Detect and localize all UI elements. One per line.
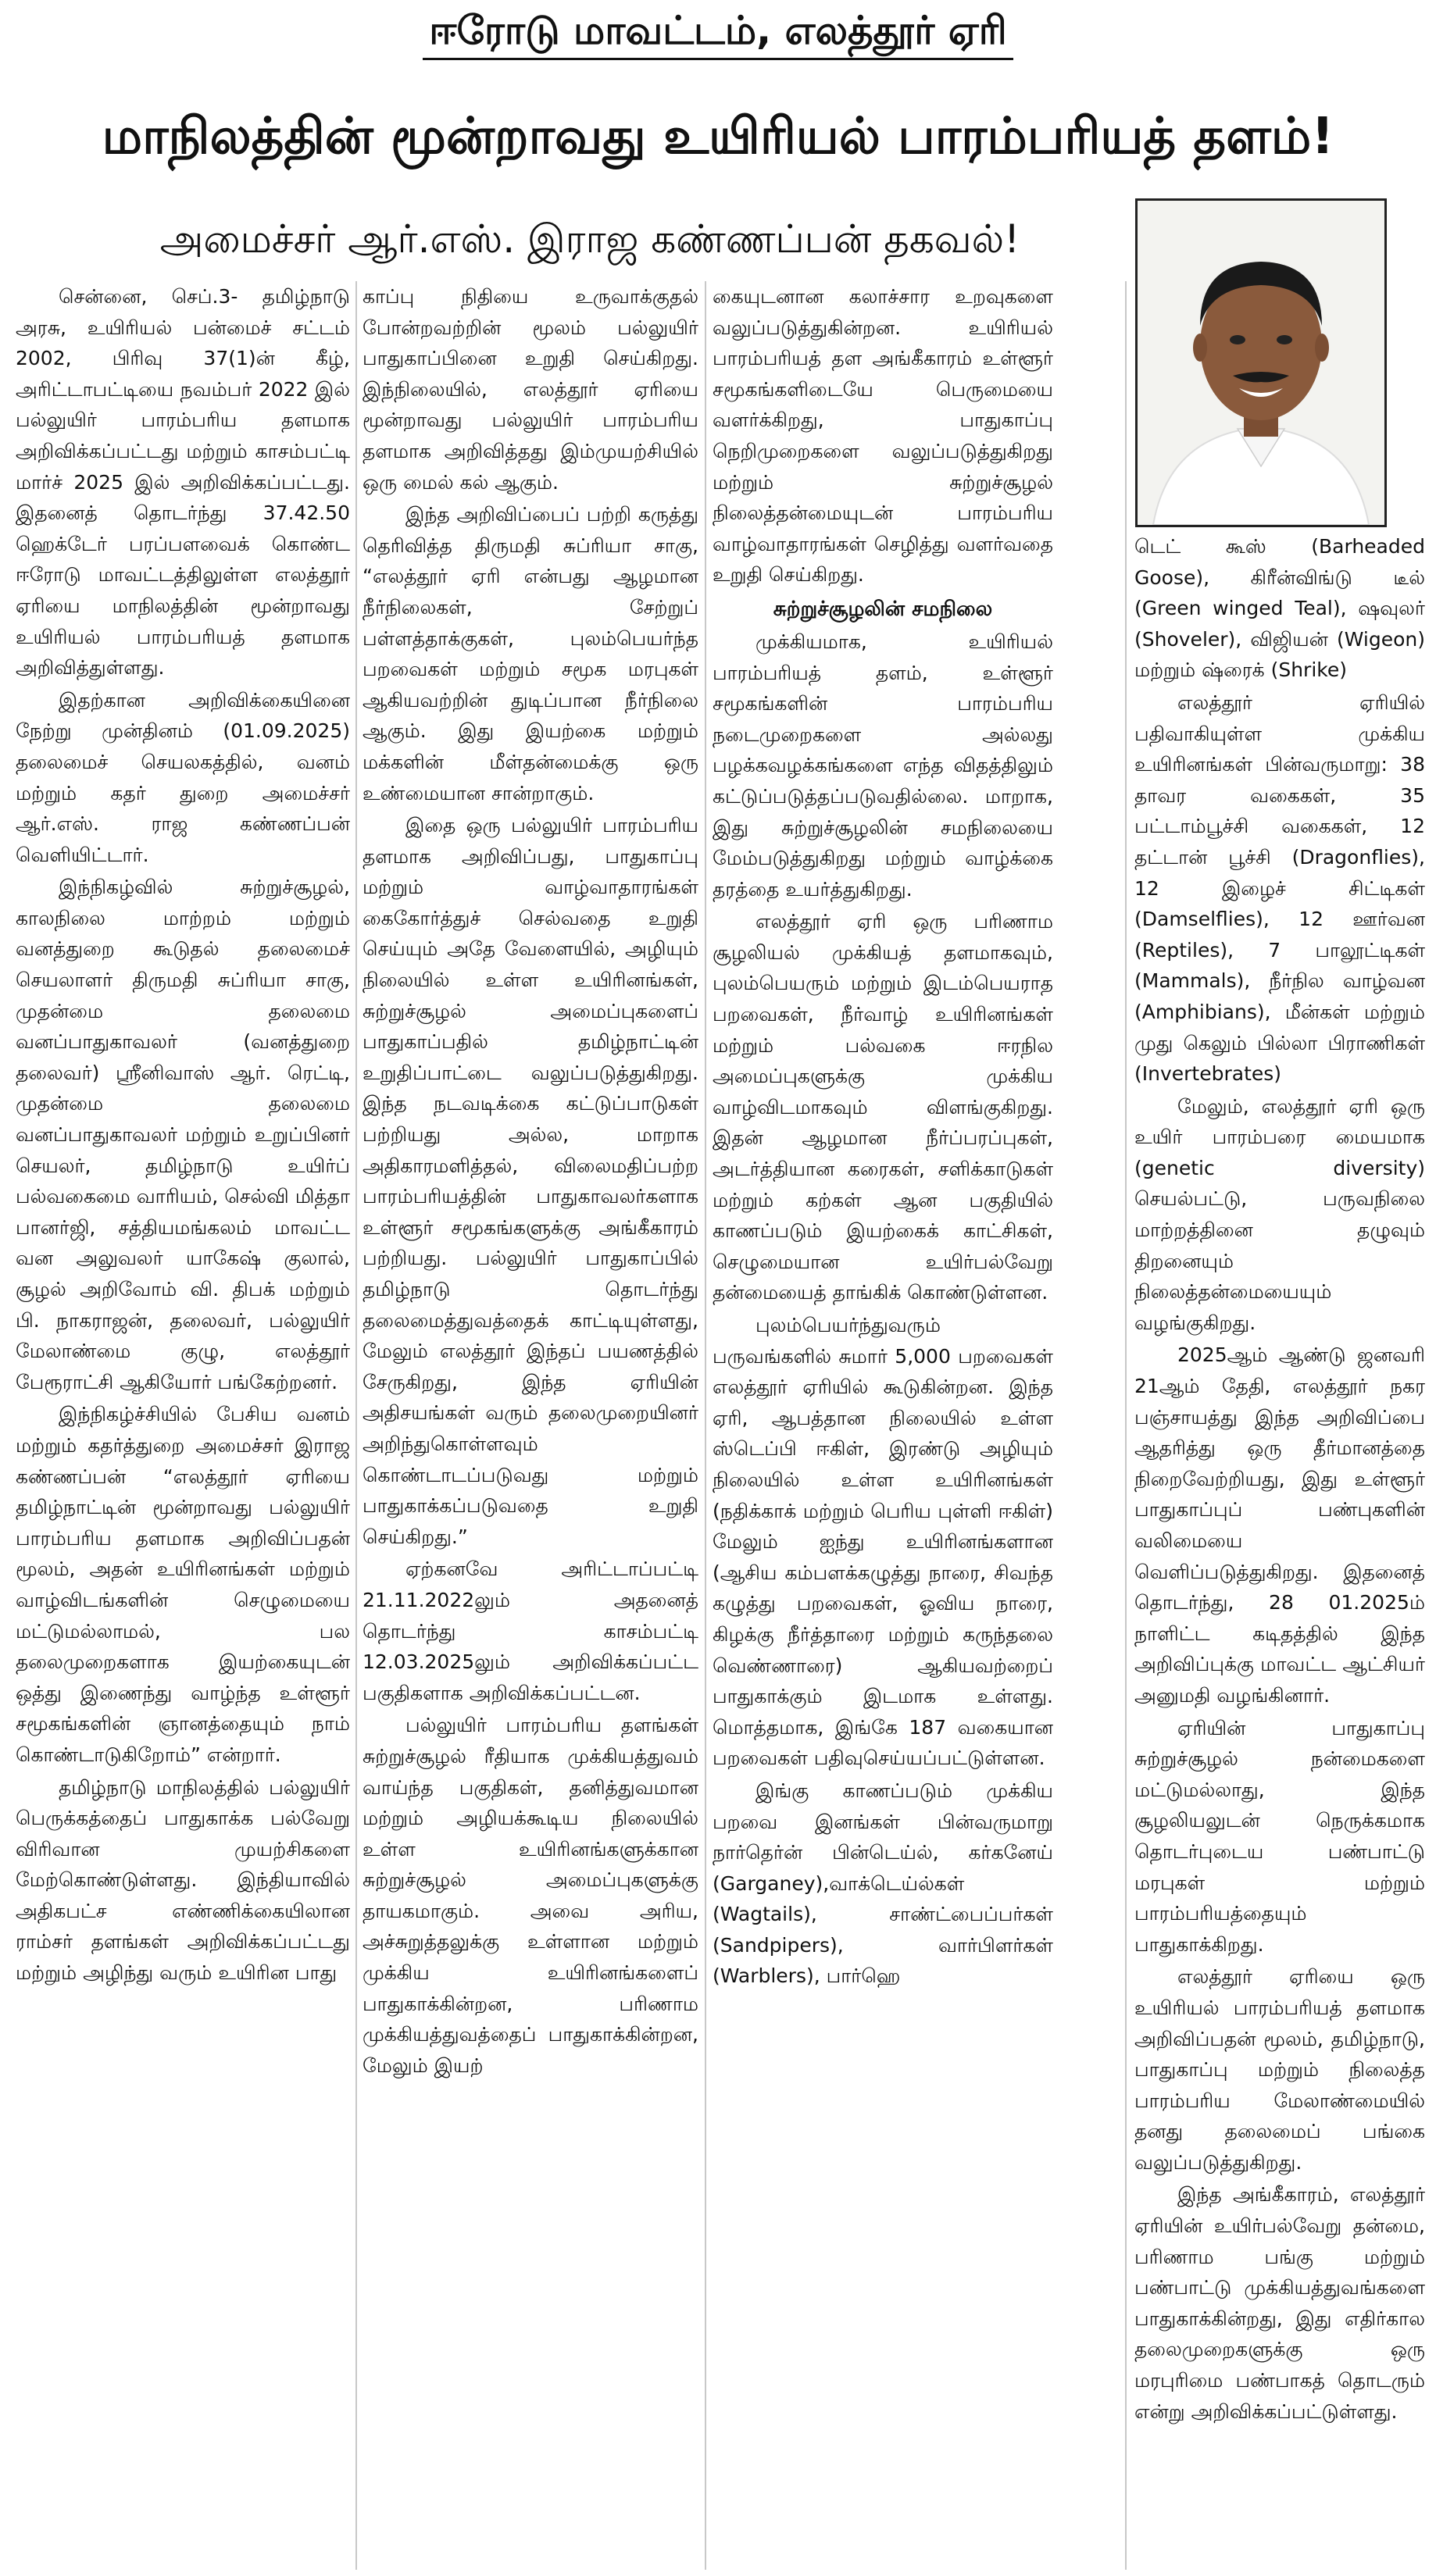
- minister-photo: [1135, 198, 1387, 527]
- column-divider: [355, 281, 357, 2570]
- kicker-text: ஈரோடு மாவட்டம், எலத்தூர் ஏரி: [423, 3, 1013, 60]
- headline: மாநிலத்தின் மூன்றாவது உயிரியல் பாரம்பரியத் தளம்!: [102, 108, 1334, 166]
- paragraph: இந்த அங்கீகாரம், எலத்தூர் ஏரியின் உயிர்பல்வேறு தன்மை, பரிணாம பங்கு மற்றும் பண்பாட்டு முக்கியத்துவங்களை பாதுகாக்கின்றது, இது எதிர்கால தலைமுறைகளுக்கு ஒரு மரபுரிமை பண்பாகத் தொடரும் என்று அறிவிக்கப்பட்டுள்ளது.: [1134, 2183, 1425, 2423]
- article-column-3: [713, 281, 1053, 2571]
- paragraph: இதற்கான அறிவிக்கையினை நேற்று முன்தினம் (01.09.2025) தலைமைச் செயலகத்தில், வனம் மற்றும் கதர் துறை அமைச்சர் ஆர்.எஸ். ராஜ கண்ணப்பன் வெளியிட்டார்.: [16, 688, 350, 866]
- kicker: [0, 3, 1436, 61]
- article-column-2: [363, 281, 698, 2571]
- subheadline: அமைச்சர் ஆர்.எஸ். இராஜ கண்ணப்பன் தகவல்!: [159, 216, 1020, 262]
- column-divider: [1125, 281, 1127, 2570]
- paragraph: டெட் கூஸ் (Barheaded Goose), கிரீன்விங்டு டீல் (Green winged Teal), ஷவுலர் (Shoveler), விஜியன் (Wigeon) மற்றும் ஷ்ரைக் (Shrike): [1134, 535, 1425, 682]
- paragraph: சென்னை, செப்.3- தமிழ்நாடு அரசு, உயிரியல் பன்மைச் சட்டம் 2002, பிரிவு 37(1)ன் கீழ், அரிட்டாபட்டியை நவம்பர் 2022 இல் பல்லுயிர் பாரம்பரிய தளமாக அறிவிக்கப்பட்டது மற்றும் காசம்பட்டி மார்ச் 2025 இல் அறிவிக்கப்பட்டது. இதனைத் தொடர்ந்து 37.42.50 ஹெக்டேர் பரப்பளவைக் கொண்ட ஈரோடு மாவட்டத்திலுள்ள எலத்தூர் ஏரியை மாநிலத்தின் மூன்றாவது உயிரியல் பாரம்பரியத் தளமாக அறிவித்துள்ளது.: [16, 285, 350, 680]
- article-column-1: [16, 281, 350, 2571]
- portrait-illustration: [1138, 201, 1384, 525]
- paragraph: எலத்தூர் ஏரி ஒரு பரிணாம சூழலியல் முக்கியத் தளமாகவும், புலம்பெயரும் மற்றும் இடம்பெயராத பறவைகள், நீர்வாழ் உயிரினங்கள் மற்றும் பல்வகை ஈரநில அமைப்புகளுக்கு முக்கிய வாழ்விடமாகவும் விளங்குகிறது. இதன் ஆழமான நீர்ப்பரப்புகள், அடர்த்தியான கரைகள், சளிக்காடுகள் மற்றும் கற்கள் ஆன பகுதியில் காணப்படும் இயற்கைக் காட்சிகள், செழுமையான உயிர்பல்வேறு தன்மையைத் தாங்கிக் கொண்டுள்ளன.: [713, 910, 1053, 1304]
- paragraph: புலம்பெயர்ந்துவரும் பருவங்களில் சுமார் 5,000 பறவைகள் எலத்தூர் ஏரியில் கூடுகின்றன. இந்த ஏரி, ஆபத்தான நிலையில் உள்ள ஸ்டெப்பி ஈகிள், இரண்டு அழியும் நிலையில் உள்ள உயிரினங்கள் (நதிக்காக் மற்றும் பெரிய புள்ளி ஈகிள்) மேலும் ஐந்து உயிரினங்களான (ஆசிய கம்பளக்கழுத்து நாரை, சிவந்த கழுத்து பறவைகள், ஓவிய நாரை, கிழக்கு நீர்த்தாரை மற்றும் கருந்தலை வெண்ணாரை) ஆகியவற்றைப் பாதுகாக்கும் இடமாக உள்ளது. மொத்தமாக, இங்கே 187 வகையான பறவைகள் பதிவுசெய்யப்பட்டுள்ளன.: [713, 1314, 1053, 1770]
- paragraph: மேலும், எலத்தூர் ஏரி ஒரு உயிர் பாரம்பரை மையமாக (genetic diversity) செயல்பட்டு, பருவநிலை மாற்றத்தினை தழுவும் திறனையும் நிலைத்தன்மையையும் வழங்குகிறது.: [1134, 1094, 1425, 1334]
- paragraph: பல்லுயிர் பாரம்பரிய தளங்கள் சுற்றுச்சூழல் ரீதியாக முக்கியத்துவம் வாய்ந்த பகுதிகள், தனித்துவமான மற்றும் அழியக்கூடிய நிலையில் உள்ள உயிரினங்களுக்கான சுற்றுச்சூழல் அமைப்புகளுக்கு தாயகமாகும். அவை அரிய, அச்சுறுத்தலுக்கு உள்ளான மற்றும் முக்கிய உயிரினங்களைப் பாதுகாக்கின்றன, பரிணாம முக்கியத்துவத்தைப் பாதுகாக்கின்றன, மேலும் இயற்: [363, 1714, 698, 2077]
- paragraph: இந்நிகழ்ச்சியில் பேசிய வனம் மற்றும் கதர்த்துறை அமைச்சர் இராஜ கண்ணப்பன் “எலத்தூர் ஏரியை தமிழ்நாட்டின் மூன்றாவது பல்லுயிர் பாரம்பரிய தளமாக அறிவிப்பதன் மூலம், அதன் உயிரினங்கள் மற்றும் வாழ்விடங்களின் செழுமையை மட்டுமல்லாமல், பல தலைமுறைகளாக இயற்கையுடன் ஒத்து இணைந்து வாழ்ந்த உள்ளூர் சமூகங்களின் ஞானத்தையும் நாம் கொண்டாடுகிறோம்” என்றார்.: [16, 1403, 350, 1766]
- column-divider: [705, 281, 706, 2570]
- paragraph: எலத்தூர் ஏரியில் பதிவாகியுள்ள முக்கிய உயிரினங்கள் பின்வருமாறு: 38 தாவர வகைகள், 35 பட்டாம்பூச்சி வகைகள், 12 தட்டான் பூச்சி (Dragonflies), 12 இழைச் சிட்டிகள் (Damselflies), 12 ஊர்வன (Reptiles), 7 பாலூட்டிகள் (Mammals), நீர்நில வாழ்வன (Amphibians), மீன்கள் மற்றும் முது கெலும் பில்லா பிராணிகள் (Invertebrates): [1134, 690, 1425, 1086]
- paragraph: காப்பு நிதியை உருவாக்குதல் போன்றவற்றின் மூலம் பல்லுயிர் பாதுகாப்பினை உறுதி செய்கிறது. இந்நிலையில், எலத்தூர் ஏரியை மூன்றாவது பல்லுயிர் பாரம்பரிய தளமாக அறிவித்தது இம்முயற்சியில் ஒரு மைல் கல் ஆகும்.: [363, 285, 698, 494]
- paragraph: முக்கியமாக, உயிரியல் பாரம்பரியத் தளம், உள்ளூர் சமூகங்களின் பாரம்பரிய நடைமுறைகளை அல்லது பழக்கவழக்கங்களை எந்த விதத்திலும் கட்டுப்படுத்தப்படுவதில்லை. மாறாக, இது சுற்றுச்சூழலின் சமநிலையை மேம்படுத்துகிறது மற்றும் வாழ்க்கை தரத்தை உயர்த்துகிறது.: [713, 630, 1053, 901]
- paragraph: ஏரியின் பாதுகாப்பு சுற்றுச்சூழல் நன்மைகளை மட்டுமல்லாது, இந்த சூழலியலுடன் நெருக்கமாக தொடர்புடைய பண்பாட்டு மரபுகள் மற்றும் பாரம்பரியத்தையும் பாதுகாக்கிறது.: [1134, 1716, 1425, 1956]
- section-heading: சுற்றுச்சூழலின் சமநிலை: [773, 597, 993, 621]
- paragraph: இங்கு காணப்படும் முக்கிய பறவை இனங்கள் பின்வருமாறு நார்தெர்ன் பின்டெய்ல், கர்கனேய் (Garganey),வாக்டெய்ல்கள் (Wagtails), சாண்ட்பைப்பர்கள் (Sandpipers), வார்பிளர்கள் (Warblers), பார்ஹெ: [713, 1779, 1053, 1988]
- paragraph: கையுடனான கலாச்சார உறவுகளை வலுப்படுத்துகின்றன. உயிரியல் பாரம்பரியத் தள அங்கீகாரம் உள்ளூர் சமூகங்களிடையே பெருமையை வளர்க்கிறது, பாதுகாப்பு நெறிமுறைகளை வலுப்படுத்துகிறது மற்றும் சுற்றுச்சூழல் நிலைத்தன்மையுடன் பாரம்பரிய வாழ்வாதாரங்கள் செழித்து வளர்வதை உறுதி செய்கிறது.: [713, 285, 1053, 587]
- paragraph: இந்நிகழ்வில் சுற்றுச்சூழல், காலநிலை மாற்றம் மற்றும் வனத்துறை கூடுதல் தலைமைச் செயலாளர் திருமதி சுப்ரியா சாகு, முதன்மை தலைமை வனப்பாதுகாவலர் (வனத்துறை தலைவர்) ஸ்ரீனிவாஸ் ஆர். ரெட்டி, முதன்மை தலைமை வனப்பாதுகாவலர் மற்றும் உறுப்பினர் செயலர், தமிழ்நாடு உயிர்ப் பல்வகைமை வாரியம், செல்வி மித்தா பானர்ஜி, சத்தியமங்கலம் மாவட்ட வன அலுவலர் யாகேஷ் குலால், சூழல் அறிவோம் வி. திபக் மற்றும் பி. நாகராஜன், தலைவர், பல்லுயிர் மேலாண்மை குழு, எலத்தூர் பேரூராட்சி ஆகியோர் பங்கேற்றனர்.: [16, 876, 350, 1393]
- paragraph: எலத்தூர் ஏரியை ஒரு உயிரியல் பாரம்பரியத் தளமாக அறிவிப்பதன் மூலம், தமிழ்நாடு, பாதுகாப்பு மற்றும் நிலைத்த பாரம்பரிய மேலாண்மையில் தனது தலைமைப் பங்கை வலுப்படுத்துகிறது.: [1134, 1965, 1425, 2174]
- article-column-4: [1134, 531, 1425, 2571]
- paragraph: ஏற்கனவே அரிட்டாப்பட்டி 21.11.2022லும் அதனைத் தொடர்ந்து காசம்பட்டி 12.03.2025லும் அறிவிக்கப்பட்ட பகுதிகளாக அறிவிக்கப்பட்டன.: [363, 1557, 698, 1704]
- paragraph: 2025ஆம் ஆண்டு ஜனவரி 21ஆம் தேதி, எலத்தூர் நகர பஞ்சாயத்து இந்த அறிவிப்பை ஆதரித்து ஒரு தீர்மானத்தை நிறைவேற்றியது, இது உள்ளூர் பாதுகாப்புப் பண்புகளின் வலிமையை வெளிப்படுத்துகிறது. இதனைத் தொடர்ந்து, 28 01.2025ம் நாளிட்ட கடிதத்தில் இந்த அறிவிப்புக்கு மாவட்ட ஆட்சியர் அனுமதி வழங்கினார்.: [1134, 1343, 1425, 1707]
- paragraph: இதை ஒரு பல்லுயிர் பாரம்பரிய தளமாக அறிவிப்பது, பாதுகாப்பு மற்றும் வாழ்வாதாரங்கள் கைகோர்த்துச் செல்வதை உறுதி செய்யும் அதே வேளையில், அழியும் நிலையில் உள்ள உயிரினங்கள், சுற்றுச்சூழல் அமைப்புகளைப் பாதுகாப்பதில் தமிழ்நாட்டின் உறுதிப்பாட்டை வலுப்படுத்துகிறது. இந்த நடவடிக்கை கட்டுப்பாடுகள் பற்றியது அல்ல, மாறாக அதிகாரமளித்தல், விலைமதிப்பற்ற பாரம்பரியத்தின் பாதுகாவலர்களாக உள்ளூர் சமூகங்களுக்கு அங்கீகாரம் பற்றியது. பல்லுயிர் பாதுகாப்பில் தமிழ்நாடு தொடர்ந்து தலைமைத்துவத்தைக் காட்டியுள்ளது, மேலும் எலத்தூர் இந்தப் பயணத்தில் சேருகிறது, இந்த ஏரியின் அதிசயங்கள் வரும் தலைமுறையினர் அறிந்துகொள்ளவும் கொண்டாடப்படுவது மற்றும் பாதுகாக்கப்படுவதை உறுதி செய்கிறது.”: [363, 814, 698, 1548]
- paragraph: இந்த அறிவிப்பைப் பற்றி கருத்து தெரிவித்த திருமதி சுப்ரியா சாகு, “எலத்தூர் ஏரி என்பது ஆழமான நீர்நிலைகள், சேற்றுப் பள்ளத்தாக்குகள், புலம்பெயர்ந்த பறவைகள் மற்றும் சமூக மரபுகள் ஆகியவற்றின் துடிப்பான நீர்நிலை ஆகும். இது இயற்கை மற்றும் மக்களின் மீள்தன்மைக்கு ஒரு உண்மையான சான்றாகும்.: [363, 503, 698, 805]
- paragraph: தமிழ்நாடு மாநிலத்தில் பல்லுயிர் பெருக்கத்தைப் பாதுகாக்க பல்வேறு விரிவான முயற்சிகளை மேற்கொண்டுள்ளது. இந்தியாவில் அதிகபட்ச எண்ணிக்கையிலான ராம்சர் தளங்கள் அறிவிக்கப்பட்டது மற்றும் அழிந்து வரும் உயிரின பாது: [16, 1775, 350, 1985]
